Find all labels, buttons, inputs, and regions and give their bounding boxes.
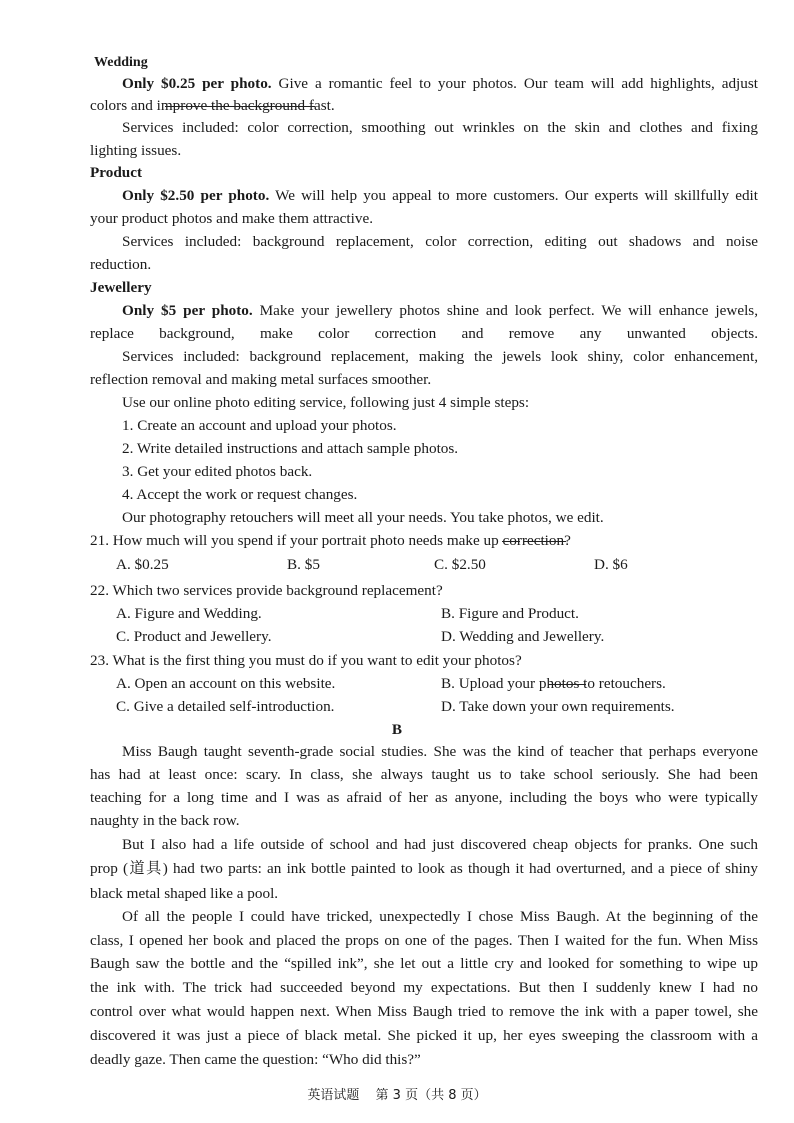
question-21-stem: 21. How much will you spend if your portrait photo needs make up correction? bbox=[90, 532, 571, 549]
product-heading: Product bbox=[90, 164, 143, 181]
wedding-desc-text: Give a romantic feel to your photos. Our team will add highlights, adjust bbox=[278, 75, 758, 92]
jewellery-price: Only $5 per photo. bbox=[122, 302, 253, 319]
question-21-option-c: C. $2.50 bbox=[434, 556, 486, 573]
footer-subject: 英语试题 bbox=[307, 1088, 360, 1103]
jewellery-desc-text: Make your jewellery photos shine and look perfect. We will enhance jewels, bbox=[259, 302, 758, 319]
question-23-option-d: D. Take down your own requirements. bbox=[441, 698, 675, 715]
passage-line: control over what would happen next. When Miss Baugh tried to remove the ink with a paper towel, she bbox=[90, 1003, 758, 1020]
passage-line: class, I opened her book and placed the props on one of the pages. Then I waited for the fun. When Miss bbox=[90, 932, 758, 949]
passage-line: Of all the people I could have tricked, unexpectedly I chose Miss Baugh. At the beginning of the bbox=[122, 908, 758, 925]
jewellery-heading: Jewellery bbox=[90, 279, 152, 296]
steps-closing: Our photography retouchers will meet all your needs. You take photos, we edit. bbox=[122, 509, 604, 526]
passage-line: Baugh saw the bottle and the “spilled ink”, she let out a little cry and looked for something to wipe up bbox=[90, 955, 758, 972]
passage-line: teaching for a long time and I was as afraid of her as anyone, including the boys who were typically bbox=[90, 789, 758, 806]
passage-line: naughty in the back row. bbox=[90, 812, 240, 829]
product-price: Only $2.50 per photo. bbox=[122, 187, 270, 204]
jewellery-services-line1: Services included: background replacement, making the jewels look shiny, color enhancement, bbox=[122, 348, 758, 365]
handwritten-strike-mark bbox=[524, 541, 566, 542]
question-21-option-d: D. $6 bbox=[594, 556, 628, 573]
question-22-stem: 22. Which two services provide background replacement? bbox=[90, 582, 443, 599]
question-22-option-a: A. Figure and Wedding. bbox=[116, 605, 262, 622]
wedding-heading: Wedding bbox=[94, 55, 148, 70]
step-item: 2. Write detailed instructions and attach sample photos. bbox=[122, 440, 459, 457]
handwritten-strike-mark bbox=[502, 541, 520, 542]
footer-page-number: 第 3 页（共 8 页） bbox=[375, 1088, 487, 1103]
jewellery-desc-line1 bbox=[90, 300, 758, 321]
passage-line: black metal shaped like a pool. bbox=[90, 885, 279, 902]
page-footer bbox=[0, 1084, 794, 1103]
step-item: 4. Accept the work or request changes. bbox=[122, 486, 358, 503]
wedding-price: Only $0.25 per photo. bbox=[122, 75, 272, 92]
handwritten-strike-mark bbox=[548, 684, 586, 685]
passage-line: prop (道具) had two parts: an ink bottle painted to look as though it had overturned, and a piece of shiny bbox=[90, 860, 758, 877]
passage-line: the ink with. The trick had succeeded beyond my expectations. But then I suddenly knew I had no bbox=[90, 979, 758, 996]
question-22-option-c: C. Product and Jewellery. bbox=[116, 628, 272, 645]
step-item: 3. Get your edited photos back. bbox=[122, 463, 313, 480]
step-item: 1. Create an account and upload your photos. bbox=[122, 417, 397, 434]
question-23-option-b: B. Upload your photos to retouchers. bbox=[441, 675, 666, 692]
question-23-stem: 23. What is the first thing you must do if you want to edit your photos? bbox=[90, 652, 522, 669]
product-desc-line1 bbox=[90, 185, 758, 206]
jewellery-desc-line2: replace background, make color correction and remove any unwanted objects. bbox=[90, 325, 758, 342]
product-desc-text: We will help you appeal to more customers. Our experts will skillfully edit bbox=[275, 187, 758, 204]
question-23-option-c: C. Give a detailed self-introduction. bbox=[116, 698, 335, 715]
wedding-desc-line2: colors and improve the background fast. bbox=[90, 97, 335, 114]
passage-line: discovered it was just a piece of black metal. She picked it up, her eyes sweeping the classroom with a bbox=[90, 1027, 758, 1044]
wedding-desc-line1 bbox=[90, 73, 758, 94]
question-22-option-d: D. Wedding and Jewellery. bbox=[441, 628, 605, 645]
passage-line: Miss Baugh taught seventh-grade social studies. She was the kind of teacher that perhaps everyone bbox=[122, 743, 758, 760]
passage-line: has had at least once: scary. In class, she always taught us to take school seriously. She had been bbox=[90, 766, 758, 783]
question-21-option-a: A. $0.25 bbox=[116, 556, 169, 573]
wedding-services-line1: Services included: color correction, smoothing out wrinkles on the skin and clothes and fixing bbox=[122, 119, 758, 136]
question-23-option-a: A. Open an account on this website. bbox=[116, 675, 336, 692]
question-22-option-b: B. Figure and Product. bbox=[441, 605, 579, 622]
product-desc-line2: your product photos and make them attractive. bbox=[90, 210, 373, 227]
wedding-services-line2: lighting issues. bbox=[90, 142, 182, 159]
passage-line: deadly gaze. Then came the question: “Who did this?” bbox=[90, 1051, 421, 1068]
passage-line: But I also had a life outside of school and had just discovered cheap objects for pranks. One such bbox=[122, 836, 758, 853]
product-services-line1: Services included: background replacement, color correction, editing out shadows and noise bbox=[122, 233, 758, 250]
steps-intro: Use our online photo editing service, following just 4 simple steps: bbox=[122, 394, 530, 411]
question-21-option-b: B. $5 bbox=[287, 556, 320, 573]
section-b-label: B bbox=[391, 721, 403, 738]
jewellery-services-line2: reflection removal and making metal surfaces smoother. bbox=[90, 371, 432, 388]
product-services-line2: reduction. bbox=[90, 256, 152, 273]
handwritten-strike-mark bbox=[165, 106, 315, 107]
